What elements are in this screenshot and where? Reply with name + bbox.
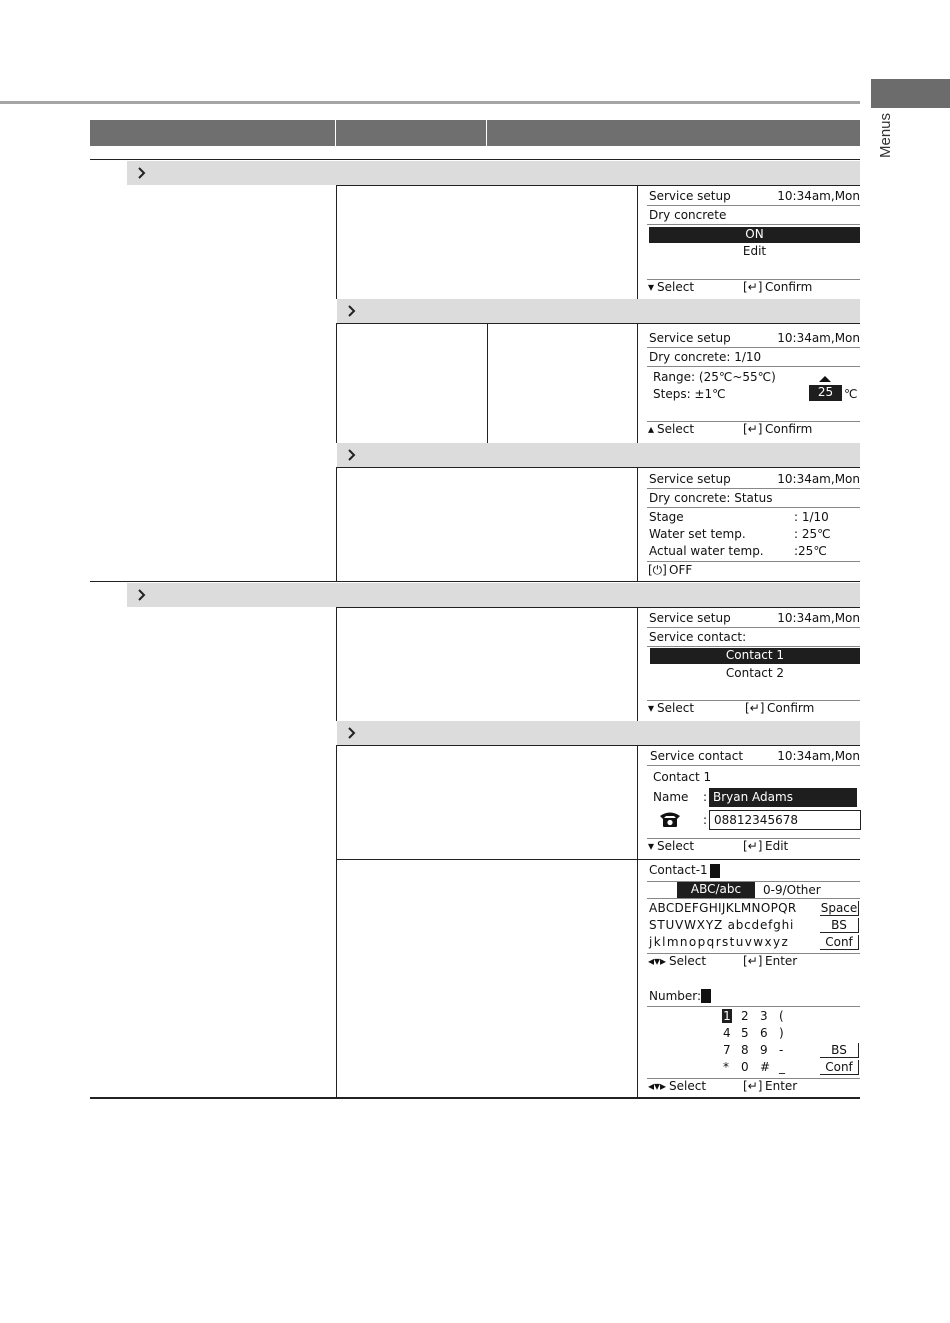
side-tab-label: Menus	[877, 112, 894, 158]
cell-border	[637, 745, 638, 1097]
screen-clock: 10:34am,Mon	[777, 472, 860, 486]
lcd-contact-keyboard	[647, 862, 860, 1096]
text-cursor	[710, 864, 720, 878]
cell-border	[637, 185, 638, 299]
status-label: Water set temp.	[649, 527, 746, 541]
enter-key-icon: [↵]	[743, 1079, 763, 1093]
lcd-service-contact-menu	[647, 610, 860, 720]
range-text: Range: (25℃~55℃)	[653, 370, 776, 384]
keyboard-row[interactable]: STUVWXYZ abcdefghi	[649, 918, 795, 932]
number-label: Number:	[649, 989, 702, 1003]
down-arrow-icon: ▾	[648, 280, 655, 294]
footer-off: OFF	[669, 563, 693, 577]
numpad-key[interactable]: 7	[723, 1043, 731, 1057]
numpad-key[interactable]: 3	[760, 1009, 768, 1023]
down-arrow-icon: ▾	[648, 701, 655, 715]
keyboard-row[interactable]: jklmnopqrstuvwxyz	[649, 935, 790, 949]
footer-edit: Edit	[765, 839, 789, 853]
cell-border	[337, 467, 860, 468]
cell-border	[337, 185, 860, 186]
cell-border	[336, 185, 337, 299]
screen-header: Service contact	[650, 749, 744, 763]
footer-confirm: Confirm	[767, 701, 815, 715]
screen-header: Service setup	[649, 472, 731, 486]
footer-confirm: Confirm	[765, 280, 813, 294]
status-value: :25℃	[794, 544, 827, 558]
lcd-rule	[647, 507, 860, 508]
numpad-key[interactable]: _	[779, 1060, 785, 1074]
screen-clock: 10:34am,Mon	[777, 611, 860, 625]
status-label: Actual water temp.	[649, 544, 764, 558]
cell-border	[337, 859, 860, 860]
numpad-key[interactable]: (	[779, 1009, 784, 1023]
numpad-key[interactable]: 6	[760, 1026, 768, 1040]
side-tab	[871, 79, 950, 108]
temperature-value[interactable]: 25	[809, 385, 842, 401]
cell-border	[336, 323, 337, 443]
steps-text: Steps: ±1℃	[653, 387, 726, 401]
chevron-right-icon	[345, 448, 359, 462]
row-divider	[90, 159, 860, 160]
cell-border	[637, 467, 638, 581]
lcd-rule	[647, 765, 860, 766]
lcd-rule	[647, 224, 860, 225]
status-label: Stage	[649, 510, 684, 524]
footer-enter: Enter	[765, 1079, 798, 1093]
name-label: Name	[653, 790, 689, 804]
lcd-rule	[647, 205, 860, 206]
cell-border	[337, 607, 860, 608]
footer-select: Select	[669, 1079, 707, 1093]
enter-key-icon: [↵]	[743, 954, 763, 968]
section-bar-dry-concrete	[127, 161, 860, 185]
screen-subtitle: Contact 1	[653, 770, 712, 784]
option-contact-1-selected[interactable]: Contact 1	[650, 648, 860, 664]
section-bar-contact-detail	[337, 721, 860, 745]
up-arrow-icon: ▴	[648, 422, 655, 436]
screen-subtitle: Dry concrete: Status	[649, 491, 773, 505]
colon: :	[703, 813, 708, 827]
tab-numbers-other[interactable]: 0-9/Other	[763, 883, 821, 897]
telephone-icon	[659, 810, 681, 828]
lcd-rule	[647, 898, 860, 899]
status-value: : 1/10	[794, 510, 829, 524]
numpad-key[interactable]: 2	[741, 1009, 749, 1023]
chevron-right-icon	[135, 588, 149, 602]
enter-key-icon: [↵]	[743, 280, 763, 294]
lcd-rule	[647, 627, 860, 628]
option-edit[interactable]: Edit	[742, 244, 767, 258]
section-bar-status	[337, 443, 860, 467]
numpad-key[interactable]: 0	[741, 1060, 749, 1074]
four-way-arrow-icon: ◂▾▸	[648, 1079, 667, 1093]
cell-border	[337, 745, 860, 746]
cell-border	[637, 323, 638, 443]
space-key[interactable]: Space	[820, 901, 858, 915]
chevron-right-icon	[135, 166, 149, 180]
screen-subtitle: Dry concrete	[649, 208, 727, 222]
screen-clock: 10:34am,Mon	[777, 189, 860, 203]
lcd-rule	[647, 561, 860, 562]
down-arrow-icon: ▾	[648, 839, 655, 853]
lcd-rule	[647, 488, 860, 489]
section-bar-edit	[337, 299, 860, 323]
colon: :	[703, 790, 708, 804]
footer-select: Select	[669, 954, 707, 968]
numpad-key[interactable]: 4	[723, 1026, 731, 1040]
power-icon: [⏻]	[648, 563, 667, 577]
table-bottom-rule	[90, 1097, 860, 1099]
cell-border	[336, 745, 337, 1097]
cell-border	[336, 467, 337, 581]
row-divider	[90, 581, 860, 582]
footer-select: Select	[657, 422, 695, 436]
table-header	[90, 120, 860, 146]
lcd-contact-detail	[647, 748, 860, 858]
screen-subtitle: Service contact:	[649, 630, 747, 644]
screen-header: Service setup	[649, 611, 731, 625]
numpad-key[interactable]: -	[779, 1043, 784, 1057]
input-title: Contact-1	[649, 863, 708, 877]
footer-enter: Enter	[765, 954, 798, 968]
backspace-key[interactable]: BS	[820, 1043, 859, 1058]
cell-border	[487, 323, 488, 443]
up-arrow-icon[interactable]	[818, 375, 832, 383]
lcd-dry-concrete-menu	[647, 188, 860, 298]
lcd-rule	[647, 347, 860, 348]
cell-border	[337, 323, 860, 324]
numpad-key[interactable]: 8	[741, 1043, 749, 1057]
screen-clock: 10:34am,Mon	[777, 331, 860, 345]
screen-subtitle: Dry concrete: 1/10	[649, 350, 762, 364]
cell-border	[637, 607, 638, 721]
screen-header: Service setup	[649, 331, 731, 345]
lcd-rule	[647, 646, 860, 647]
top-rule	[0, 101, 860, 104]
lcd-dry-concrete-edit	[647, 330, 860, 440]
numpad-key[interactable]: 5	[741, 1026, 749, 1040]
confirm-key[interactable]: Conf	[820, 935, 859, 950]
name-field[interactable]: Bryan Adams	[709, 788, 857, 807]
cell-border	[336, 607, 337, 721]
option-contact-2[interactable]: Contact 2	[725, 666, 785, 680]
footer-confirm: Confirm	[765, 422, 813, 436]
chevron-right-icon	[345, 726, 359, 740]
lcd-dry-concrete-status	[647, 471, 860, 581]
footer-select: Select	[657, 839, 695, 853]
screen-clock: 10:34am,Mon	[777, 749, 860, 763]
numpad-key[interactable]: 9	[760, 1043, 768, 1057]
lcd-rule	[647, 366, 860, 367]
tab-abc-active[interactable]: ABC/abc	[677, 882, 755, 898]
enter-key-icon: [↵]	[743, 422, 763, 436]
numpad-key[interactable]: *	[723, 1060, 729, 1074]
chevron-right-icon	[345, 304, 359, 318]
lcd-rule	[647, 1006, 860, 1007]
enter-key-icon: [↵]	[743, 839, 763, 853]
screen-header: Service setup	[649, 189, 731, 203]
phone-field[interactable]: 08812345678	[709, 810, 861, 830]
footer-select: Select	[657, 701, 695, 715]
confirm-key[interactable]: Conf	[820, 1060, 859, 1075]
four-way-arrow-icon: ◂▾▸	[648, 954, 667, 968]
option-on-selected[interactable]: ON	[649, 227, 860, 243]
numpad-key[interactable]: #	[760, 1060, 771, 1074]
numpad-key[interactable]: )	[779, 1026, 784, 1040]
numpad-key-selected[interactable]: 1	[723, 1009, 731, 1023]
temperature-unit: ℃	[844, 387, 858, 401]
footer-select: Select	[657, 280, 695, 294]
keyboard-row[interactable]: ABCDEFGHIJKLMNOPQR	[649, 901, 797, 915]
status-value: : 25℃	[794, 527, 831, 541]
section-bar-service-contact	[127, 583, 860, 607]
backspace-key[interactable]: BS	[820, 918, 859, 933]
enter-key-icon: [↵]	[745, 701, 765, 715]
text-cursor	[701, 989, 711, 1003]
